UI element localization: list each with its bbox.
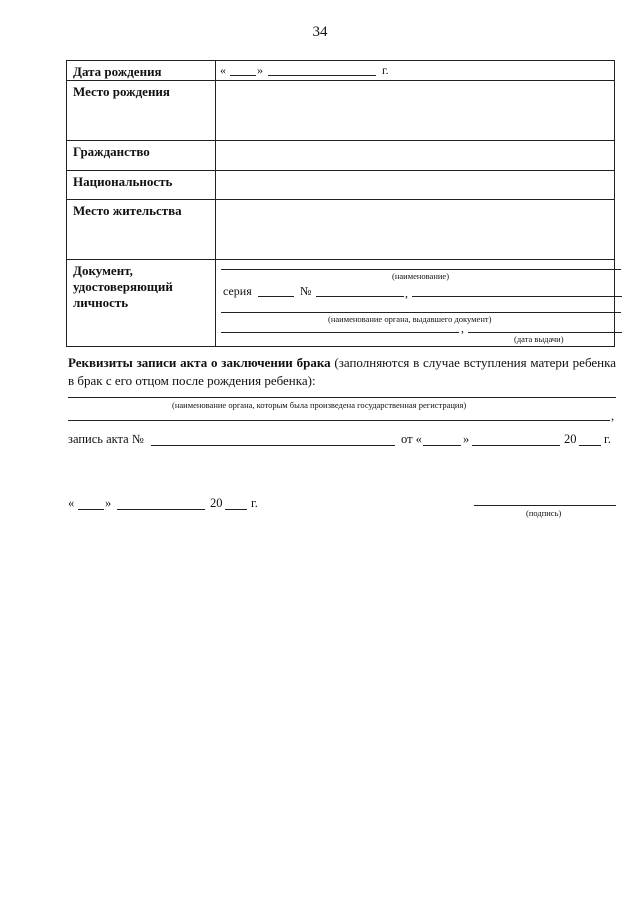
marriage-authority-caption: (наименование органа, которым была произведена государственная регистрация) [172,400,467,410]
record-day-line[interactable] [423,445,461,446]
number-sign: № [300,284,312,298]
record-number-label: запись акта № [68,432,144,446]
birth-date-quote-close: » [257,63,263,77]
footer-quote-close: » [105,496,112,510]
birth-date-year-suffix: г. [382,63,389,77]
record-year-line[interactable] [579,445,601,446]
issue-date-caption: (дата выдачи) [514,334,564,344]
marriage-heading-bold: Реквизиты записи акта о заключении брака [68,355,331,370]
citizenship-field[interactable] [216,141,615,171]
record-year-suffix: г. [604,432,611,446]
signature-caption: (подпись) [526,508,562,518]
footer-year-line[interactable] [225,509,247,510]
footer-day-line[interactable] [78,509,104,510]
doc-extra-line [412,296,622,297]
issuer-line [221,312,621,313]
record-year-prefix: 20 [564,432,577,446]
identity-doc-field[interactable]: (наименование) серия № , (наименование органа, выдавшего документ) , (дата выдачи) [216,260,615,347]
birth-place-label: Место рождения [67,81,216,141]
birth-place-field[interactable] [216,81,615,141]
record-month-line[interactable] [472,445,560,446]
issuer-line-2 [221,332,459,333]
doc-name-line [221,269,621,270]
record-quote-close: » [463,432,470,446]
birth-date-quote-open: « [220,63,226,77]
birth-date-day-line [230,75,256,76]
footer-year-suffix: г. [251,496,258,510]
identity-doc-label: Документ, удостоверяющий личность [67,260,216,347]
doc-number-line [316,296,404,297]
signature-line[interactable] [474,505,616,506]
marriage-authority-line-2[interactable] [68,420,610,421]
birth-date-label: Дата рождения [67,61,216,81]
citizenship-label: Гражданство [67,141,216,171]
nationality-field[interactable] [216,171,615,200]
record-number-line[interactable] [151,445,395,446]
series-label: серия [223,284,252,298]
series-line [258,296,294,297]
personal-data-table [66,60,615,347]
residence-field[interactable] [216,200,615,260]
marriage-heading-rest: (заполняются в случае вступления матери ребенка в брак с его отцом после рождения ребенка): [68,355,616,388]
footer-quote-open: « [68,496,75,510]
birth-date-field[interactable] [216,61,615,81]
record-date-from-label: от « [401,432,422,446]
footer-year-prefix: 20 [210,496,223,510]
marriage-authority-line[interactable] [68,397,616,398]
doc-name-caption: (наименование) [392,271,450,281]
nationality-label: Национальность [67,171,216,200]
birth-date-month-line [268,75,376,76]
footer-month-line[interactable] [117,509,205,510]
issuer-caption: (наименование органа, выдавшего документ) [328,314,492,324]
issue-date-line [468,332,622,333]
residence-label: Место жительства [67,200,216,260]
marriage-record-heading [68,354,616,390]
page-number: 34 [312,24,328,40]
